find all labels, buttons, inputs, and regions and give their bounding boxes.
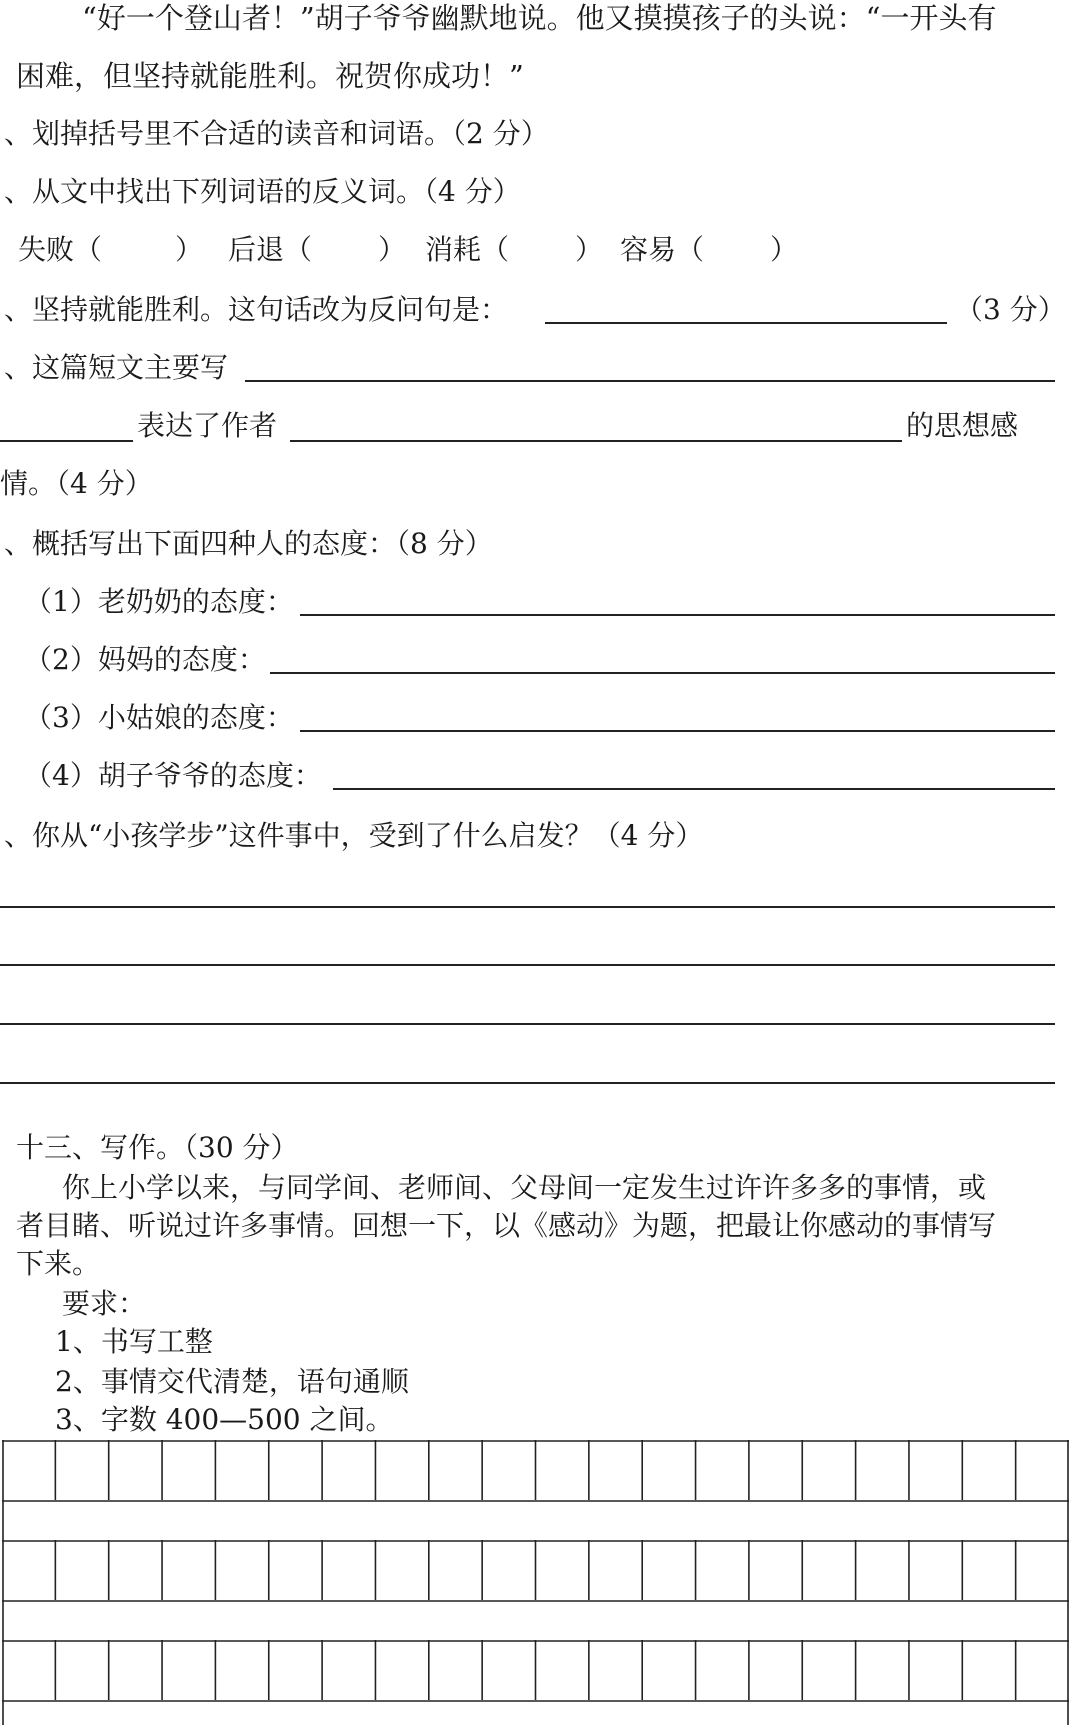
- writing-requirement-3: 3、字数 400—500 之间。: [55, 1403, 394, 1436]
- q4-answer-blank-2[interactable]: [0, 440, 133, 442]
- q5-answer-grandpa[interactable]: [333, 788, 1055, 790]
- q2-item-consume: 消耗（: [425, 233, 510, 266]
- q6-answer-line-2[interactable]: [0, 964, 1055, 966]
- question-4: 、这篇短文主要写: [4, 351, 229, 384]
- q3-score: （3 分）: [955, 293, 1066, 326]
- q3-answer-blank[interactable]: [545, 322, 947, 324]
- question-1: 、划掉括号里不合适的读音和词语。（2 分）: [4, 117, 549, 150]
- writing-requirement-1: 1、书写工整: [55, 1325, 213, 1358]
- q2-item-consume-close: ）: [575, 233, 604, 266]
- q4-last: 情。（4 分）: [0, 467, 153, 500]
- q2-item-failure: 失败（: [18, 233, 103, 266]
- writing-heading: 十三、写作。（30 分）: [16, 1131, 299, 1164]
- q5-answer-mother[interactable]: [270, 672, 1055, 674]
- writing-requirements-title: 要求：: [62, 1287, 147, 1320]
- q2-item-retreat: 后退（: [228, 233, 313, 266]
- question-5: 、概括写出下面四种人的态度：（8 分）: [4, 527, 493, 560]
- writing-prompt-line-3: 下来。: [16, 1247, 101, 1280]
- question-2: 、从文中找出下列词语的反义词。（4 分）: [4, 175, 521, 208]
- q5-answer-grandma[interactable]: [300, 614, 1055, 616]
- q2-item-failure-close: ）: [175, 233, 204, 266]
- q5-item-mother: （2）妈妈的态度：: [24, 643, 266, 676]
- q2-item-easy-close: ）: [770, 233, 799, 266]
- q2-item-retreat-close: ）: [378, 233, 407, 266]
- composition-grid[interactable]: [2, 1440, 1069, 1725]
- q6-answer-line-3[interactable]: [0, 1023, 1055, 1025]
- composition-grid-lines: [2, 1440, 1069, 1725]
- q4-end: 的思想感: [906, 409, 1019, 442]
- story-line-1: “好一个登山者！”胡子爷爷幽默地说。他又摸摸孩子的头说：“一开头有: [82, 1, 997, 35]
- question-6: 、你从“小孩学步”这件事中，受到了什么启发？（4 分）: [4, 819, 704, 852]
- q6-answer-line-4[interactable]: [0, 1082, 1055, 1084]
- q5-item-girl: （3）小姑娘的态度：: [24, 701, 294, 734]
- q5-item-grandma: （1）老奶奶的态度：: [24, 585, 294, 618]
- writing-requirement-2: 2、事情交代清楚，语句通顺: [55, 1365, 409, 1398]
- writing-prompt-line-2: 者目睹、听说过许多事情。回想一下，以《感动》为题，把最让你感动的事情写: [16, 1209, 997, 1242]
- q4-answer-blank-3[interactable]: [290, 440, 902, 442]
- story-line-2: 困难，但坚持就能胜利。祝贺你成功！”: [16, 59, 524, 93]
- q4-middle: 表达了作者: [137, 409, 278, 442]
- q2-item-easy: 容易（: [620, 233, 705, 266]
- writing-prompt-line-1: 你上小学以来，与同学间、老师间、父母间一定发生过许许多多的事情，或: [62, 1171, 987, 1204]
- q5-item-grandpa: （4）胡子爷爷的态度：: [24, 759, 322, 792]
- question-3: 、坚持就能胜利。这句话改为反问句是：: [4, 293, 509, 326]
- q6-answer-line-1[interactable]: [0, 906, 1055, 908]
- q5-answer-girl[interactable]: [300, 730, 1055, 732]
- q4-answer-blank-1[interactable]: [245, 380, 1055, 382]
